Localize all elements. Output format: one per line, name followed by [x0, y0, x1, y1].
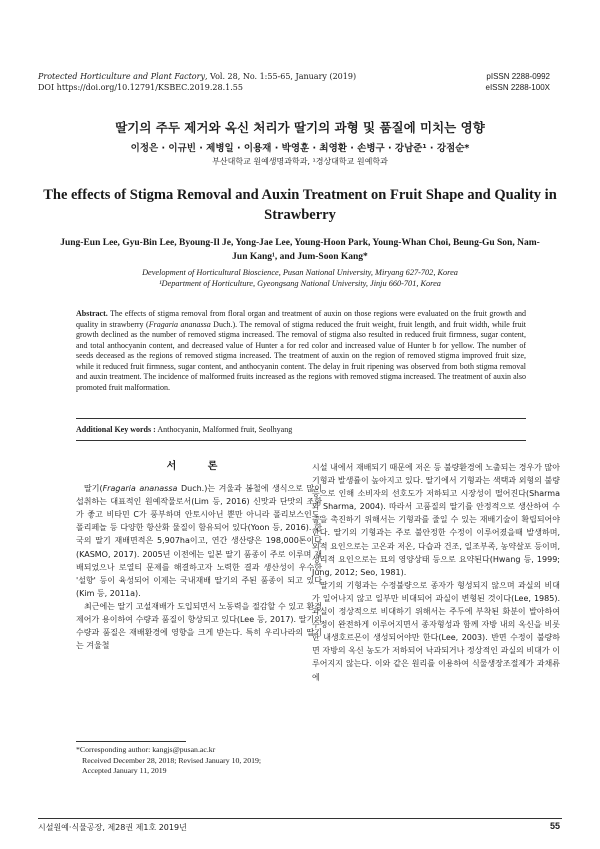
eissn: eISSN 2288-100X [485, 83, 550, 92]
footnote-rule [76, 741, 186, 742]
intro-paragraph-3: 시설 내에서 재배되기 때문에 저온 등 불량환경에 노출되는 경우가 많아 기형과 발생률이 높아지고 있다. 딸기에서 기형과는 색택과 외형의 불량 등으로 인해 소비자의 선호도가 저하되고 시장성이 떨어진다(Sharma와 Sharma, 2004). 따라서 고품질의 딸기를 안정적으로 생산하여 수출을 촉진하기 위해서는 기형과를 줄일 수 있는 재배기술이 확립되어야 한다. 딸기의 기형과는 주로 불안정한 수정이 이루어졌을때 발생하며, 외적 요인으로는 고온과 저온, 다습과 건조, 일조부족, 농약살포 등이며, 생리적 요인으로는 묘의 영양상태 등으로 요약된다(Hwang 등, 1999; Jung, 2012; Seo, 1981). [312, 463, 560, 577]
korean-authors: 이정은 · 이규빈 · 제병일 · 이용재 · 박영훈 · 최영환 · 손병구 · 강남준¹ · 강점순* [130, 143, 470, 154]
korean-affiliation: 부산대학교 원예생명과학과, ¹경상대학교 원예학과 [212, 157, 388, 166]
abstract-text-1: The effects of stigma removal from floral organ and treatment of auxin on those regions were evaluated on the fruit growth and quality in strawberry ( [76, 309, 526, 329]
keywords-text: Anthocyanin, Malformed fruit, Seolhyang [155, 425, 293, 434]
left-column [76, 460, 322, 652]
accepted-date: Accepted January 11, 2019 [82, 766, 167, 775]
footnote [76, 745, 261, 777]
abstract-text-2: Duch.). The removal of stigma reduced the fruit weight, fruit length, and fruit width, while fruit growth declined as the number of removed stigma increased. The removal of stigma also resulted in reduced fruit firmness, sugar content, and total anthocyanin content, and decreased value of Hunter a for red color and increased value of Hunter b for yellow. The number of seeds deceased as the regions of removed stigma increased. The treatment of auxin on the region of removed stigma improved fruit size, while it reduced fruit firmness, sugar content, and anthocyanin content. The delay in fruit ripening was observed from both stigma removal and auxin treatment. The incidence of malformed fruits increased as the regions with removed stigma increased. The treatment of auxin also promoted fruit malformation. [76, 319, 527, 392]
keywords-bottom-rule [76, 440, 526, 441]
intro-species: Fragaria ananassa [102, 484, 178, 494]
intro-p1-rest: Duch.)는 겨울과 봄철에 생식으로 많이 섭취하는 대표적인 원예작물로서(Lim 등, 2016) 신맛과 단맛의 조화가 좋고 비타민 C가 풍부하며 안토시아닌 뿐만 아니라 폴리보스인드, 폴리페놀 등 다양한 항산화 물질이 함유되어 있다(Yoon 등, 2016). 한국의 딸기 재배면적은 5,907ha이고, 연간 생산량은 198,000톤이다(KASMO, 2017). 2005년 이전에는 일본 딸기 품종이 주로 이루며 재배되었으나 로열티 문제를 해결하고자 노력한 결과 생산성이 우수한 '설향' 등이 육성되어 이제는 국내재배 딸기의 주된 품종이 되고 있다(Kim 등, 2011a). [76, 484, 322, 598]
journal-header [38, 71, 356, 93]
footer-journal: 시설원예·식물공장, 제28권 제1호 2019년 [38, 823, 187, 832]
abstract-label: Abstract. [76, 309, 108, 318]
section-heading-introduction: 서 론 [166, 461, 232, 472]
keywords [76, 425, 526, 434]
issn-block [486, 71, 551, 93]
affiliation-1: Development of Horticultural Bioscience, Pusan National University, Miryang 627-702, Korea [142, 268, 458, 277]
page-number: 55 [549, 821, 560, 831]
journal-name: Protected Horticulture and Plant Factory [38, 72, 205, 81]
doi-link[interactable]: DOI https://doi.org/10.12791/KSBEC.2019.28.1.55 [38, 83, 243, 92]
intro-paragraph-2: 최근에는 딸기 고설재배가 도입되면서 노동력을 절감할 수 있고 환경제어가 용이하여 수량과 품질이 향상되고 있다(Lee 등, 2017). 딸기의 수량과 품질은 재배환경에 영향을 크게 받는다. 특히 우리나라의 딸기는 겨울철 [76, 601, 322, 651]
intro-p1-start: 딸기( [84, 484, 103, 494]
english-authors: Jung-Eun Lee, Gyu-Bin Lee, Byoung-Il Je, Yong-Jae Lee, Young-Hoon Park, Young-Whan Choi, Beung-Gu Son, Nam-Jun Kang¹, and Jum-Soon Kang* [60, 238, 540, 262]
pissn: pISSN 2288-0992 [486, 72, 550, 81]
abstract-species: Fragaria ananassa [148, 319, 211, 329]
english-title: The effects of Stigma Removal and Auxin Treatment on Fruit Shape and Quality in Strawberry [43, 187, 557, 223]
intro-paragraph-4: 딸기의 기형과는 수정불량으로 종자가 형성되지 않으며 과실의 비대가 일어나지 않고 일부만 비대되어 과실이 변형된 것이다(Lee, 1985). 과실이 정상적으로 비대하기 위해서는 주두에 부착된 화분이 발아하여 수정이 완전하게 이루어지면서 종자형성과 함께 자방 내의 옥신을 비롯한 내생호르몬이 생성되어야만 한다(Lee, 2003). 반면 수정이 불량하면 자방의 옥신 농도가 저하되어 낙과되거나 정상적인 과실의 비대가 이루어지지 않는다. 이와 같은 원리를 이용하여 식물생장조절제가 과채류에 [312, 580, 560, 682]
received-dates: Received December 28, 2018; Revised January 10, 2019; [82, 755, 262, 765]
korean-title: 딸기의 주두 제거와 옥신 처리가 딸기의 과형 및 품질에 미치는 영향 [115, 120, 485, 135]
footer-rule [38, 818, 562, 819]
abstract [76, 309, 526, 393]
corresponding-author: *Corresponding author: kangjs@pusan.ac.kr [76, 745, 216, 754]
right-column [312, 461, 560, 684]
intro-paragraph-1 [76, 482, 322, 600]
keywords-top-rule [76, 418, 526, 419]
journal-citation: , Vol. 28, No. 1:55-65, January (2019) [204, 72, 357, 81]
english-affiliations [40, 267, 560, 289]
affiliation-2: ¹Department of Horticulture, Gyeongsang National University, Jinju 660-701, Korea [159, 279, 441, 288]
keywords-label: Additional Key words : [76, 425, 156, 434]
